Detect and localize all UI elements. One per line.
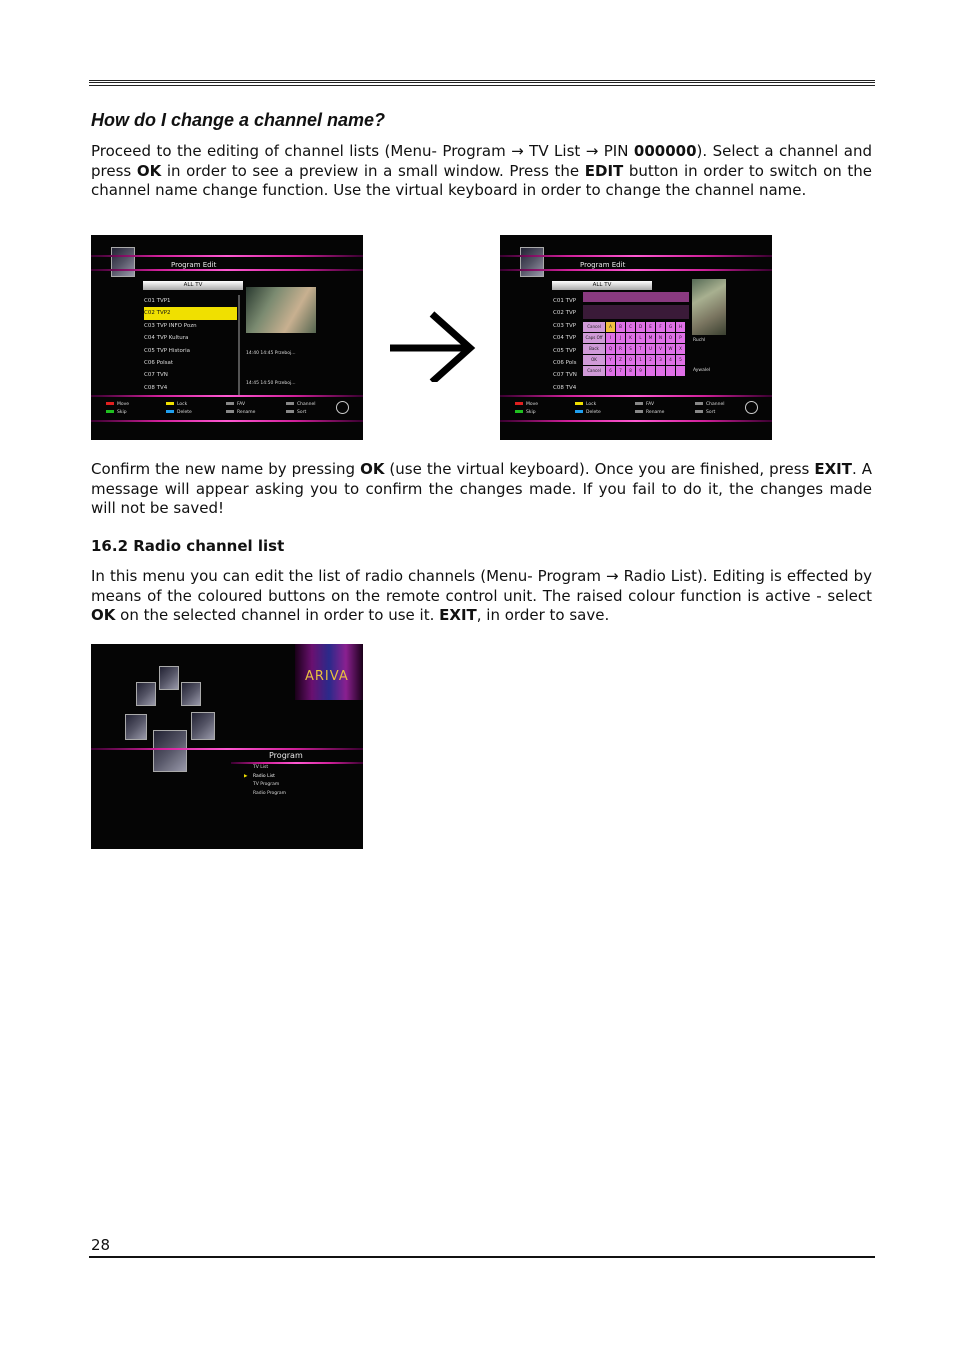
menu-item-selected[interactable]: ▶ Radio List bbox=[253, 773, 286, 782]
keyboard-key[interactable]: 4 bbox=[666, 355, 675, 365]
keyboard-key[interactable]: I bbox=[606, 333, 615, 343]
main-menu-screenshot bbox=[91, 644, 363, 849]
tv-monitor-icon bbox=[111, 247, 135, 277]
keyboard-key[interactable]: 1 bbox=[636, 355, 645, 365]
keyboard-key[interactable]: Cancel bbox=[583, 366, 605, 376]
fav-key-icon bbox=[635, 402, 643, 405]
keyboard-key[interactable]: 7 bbox=[616, 366, 625, 376]
keyboard-key[interactable]: O bbox=[666, 333, 675, 343]
list-item: C03 TVP INFO Pozn bbox=[144, 322, 197, 329]
keyboard-key bbox=[686, 344, 695, 354]
epg-info bbox=[246, 339, 356, 399]
list-item: C04 TVP bbox=[553, 335, 577, 342]
media-icon bbox=[136, 682, 156, 706]
keyboard-key[interactable]: G bbox=[666, 322, 675, 332]
name-input-field[interactable] bbox=[583, 292, 689, 302]
installation-icon bbox=[125, 714, 147, 740]
blue-key-icon bbox=[575, 410, 583, 413]
list-item: C01 TVP bbox=[553, 298, 577, 304]
preview-window bbox=[246, 287, 316, 333]
accent-bar bbox=[91, 420, 363, 422]
keyboard-key[interactable]: W bbox=[666, 344, 675, 354]
screen-title: Program Edit bbox=[171, 261, 217, 269]
preview-window bbox=[692, 279, 726, 335]
list-item: C02 TVP bbox=[553, 310, 577, 317]
accent-bar bbox=[91, 269, 363, 271]
legend-item: Channel bbox=[695, 402, 755, 407]
menu-item[interactable]: Radio Program bbox=[253, 790, 287, 796]
faq-title: How do I change a channel name? bbox=[91, 110, 386, 130]
legend-item: Rename bbox=[226, 410, 286, 415]
keyboard-key[interactable]: E bbox=[646, 322, 655, 332]
tv-monitor-icon bbox=[153, 730, 187, 772]
menu-list bbox=[244, 764, 287, 798]
rename-key-icon bbox=[635, 410, 643, 413]
keyboard-key[interactable]: Z bbox=[616, 355, 625, 365]
keyboard-key[interactable]: S bbox=[626, 344, 635, 354]
accent-bar bbox=[500, 255, 772, 257]
screen-title: Program Edit bbox=[580, 261, 626, 269]
red-key-icon bbox=[515, 402, 523, 405]
faq-paragraph-1: Proceed to the editing of channel lists (Menu- Program → TV List → PIN 000000). Select a channel and press OK in order to see a preview in a small window. Press the EDIT button in order to switch on the channel name change function. Use the virtual keyboard in order to change the channel name. bbox=[91, 142, 872, 199]
keyboard-key[interactable]: OK bbox=[583, 355, 605, 365]
keyboard-key[interactable]: X bbox=[676, 344, 685, 354]
legend-item: Sort bbox=[695, 410, 755, 415]
keyboard-key[interactable]: C bbox=[626, 322, 635, 332]
legend-item: Skip bbox=[106, 410, 166, 415]
globe-icon bbox=[191, 712, 215, 740]
accent-bar bbox=[500, 395, 772, 397]
legend-item: Sort bbox=[286, 410, 346, 415]
epg-line: 14:40 14:45 Przeboj... bbox=[246, 351, 296, 356]
keyboard-key[interactable]: P bbox=[676, 333, 685, 343]
brand-logo: ARIVA bbox=[305, 669, 349, 684]
keyboard-key[interactable]: Back bbox=[583, 344, 605, 354]
color-button-legend bbox=[515, 402, 755, 415]
keyboard-key[interactable]: Caps Off bbox=[583, 333, 605, 343]
header-rule bbox=[89, 80, 875, 83]
page-number: 28 bbox=[91, 1236, 111, 1254]
scrollbar bbox=[238, 295, 240, 395]
legend-item: Delete bbox=[575, 410, 635, 415]
legend-item: Move bbox=[515, 402, 575, 407]
menu-item[interactable]: TV Program bbox=[253, 782, 280, 787]
settings-icon bbox=[181, 682, 201, 706]
selection-pointer-icon: ▶ bbox=[244, 773, 248, 779]
side-label: Ruchl bbox=[693, 338, 706, 343]
legend-item: Lock bbox=[166, 402, 226, 407]
blue-key-icon bbox=[166, 410, 174, 413]
virtual-keyboard bbox=[583, 322, 695, 376]
keyboard-key[interactable] bbox=[646, 366, 655, 376]
keyboard-key[interactable]: 2 bbox=[646, 355, 655, 365]
legend-item: FAV bbox=[635, 402, 695, 407]
list-item: C06 Polsat bbox=[144, 360, 173, 367]
legend-item: Skip bbox=[515, 410, 575, 415]
list-item: C06 Pols bbox=[553, 360, 577, 367]
keyboard-key[interactable]: F bbox=[656, 322, 665, 332]
arrow-right-icon bbox=[388, 310, 478, 382]
list-header: ALL TV bbox=[552, 281, 652, 290]
green-key-icon bbox=[515, 410, 523, 413]
keyboard-key-selected[interactable]: A bbox=[606, 322, 615, 332]
list-header: ALL TV bbox=[143, 281, 243, 290]
section-paragraph: In this menu you can edit the list of radio channels (Menu- Program → Radio List). Editing is effected by means of the coloured buttons on the remote control unit. The raised colour function is active - select OK on the selected channel in order to use it. EXIT, in order to save. bbox=[91, 567, 872, 624]
keyboard-key[interactable]: L bbox=[636, 333, 645, 343]
program-edit-screenshot bbox=[91, 235, 363, 440]
green-key-icon bbox=[106, 410, 114, 413]
section-heading: 16.2 Radio channel list bbox=[91, 537, 285, 555]
sort-key-icon bbox=[695, 410, 703, 413]
keyboard-key[interactable]: V bbox=[656, 344, 665, 354]
list-item: C05 TVP Historia bbox=[144, 347, 190, 354]
keyboard-key[interactable]: 5 bbox=[676, 355, 685, 365]
keyboard-key[interactable] bbox=[656, 366, 665, 376]
list-item: C05 TVP bbox=[553, 347, 577, 354]
keyboard-key[interactable]: J bbox=[616, 333, 625, 343]
list-item-selected: C02 TVP2 bbox=[144, 307, 237, 319]
menu-item[interactable]: TV List bbox=[253, 765, 269, 770]
keyboard-key[interactable]: H bbox=[676, 322, 685, 332]
keyboard-key[interactable]: 0 bbox=[626, 355, 635, 365]
keyboard-key[interactable]: Cancel bbox=[583, 322, 605, 332]
list-item: C07 TVN bbox=[144, 372, 168, 379]
keyboard-key[interactable]: N bbox=[656, 333, 665, 343]
sort-key-icon bbox=[286, 410, 294, 413]
keyboard-key[interactable] bbox=[676, 366, 685, 376]
keyboard-key[interactable]: 3 bbox=[656, 355, 665, 365]
keyboard-key[interactable]: K bbox=[626, 333, 635, 343]
legend-item: FAV bbox=[226, 402, 286, 407]
list-item: C03 TVP bbox=[553, 322, 577, 329]
keyboard-key[interactable] bbox=[666, 366, 675, 376]
red-key-icon bbox=[106, 402, 114, 405]
rename-key-icon bbox=[226, 410, 234, 413]
name-preview-field bbox=[583, 305, 689, 319]
accent-bar bbox=[91, 255, 363, 257]
channel-list bbox=[553, 295, 583, 394]
epg-line: 14:45 14:50 Przeboj... bbox=[246, 381, 296, 386]
keyboard-key[interactable]: Q bbox=[606, 344, 615, 354]
accent-bar bbox=[91, 395, 363, 397]
keyboard-key[interactable]: B bbox=[616, 322, 625, 332]
yellow-key-icon bbox=[166, 402, 174, 405]
keyboard-key[interactable]: Y bbox=[606, 355, 615, 365]
footer-rule bbox=[89, 1256, 875, 1258]
list-item: C01 TVP1 bbox=[144, 298, 171, 304]
legend-item: Lock bbox=[575, 402, 635, 407]
satellite-icon bbox=[159, 666, 179, 690]
accent-bar bbox=[231, 762, 363, 764]
keyboard-key[interactable]: 6 bbox=[606, 366, 615, 376]
faq-paragraph-2: Confirm the new name by pressing OK (use the virtual keyboard). Once you are finished, press EXIT. A message will appear asking you to confirm the changes made. If you fail to do it, the changes made will not be saved! bbox=[91, 460, 872, 517]
list-item: C08 TV4 bbox=[553, 384, 577, 391]
accent-bar bbox=[500, 269, 772, 271]
channel-key-icon bbox=[695, 402, 703, 405]
legend-item: Channel bbox=[286, 402, 346, 407]
accent-bar bbox=[500, 420, 772, 422]
list-item: C08 TV4 bbox=[144, 384, 168, 391]
legend-item: Rename bbox=[635, 410, 695, 415]
color-button-legend bbox=[106, 402, 346, 415]
channel-key-icon bbox=[286, 402, 294, 405]
list-item: C04 TVP Kultura bbox=[144, 335, 189, 342]
navigation-ring-icon bbox=[745, 401, 758, 414]
keyboard-key[interactable]: 9 bbox=[636, 366, 645, 376]
legend-item: Delete bbox=[166, 410, 226, 415]
navigation-ring-icon bbox=[336, 401, 349, 414]
legend-item: Move bbox=[106, 402, 166, 407]
rename-keyboard-screenshot bbox=[500, 235, 772, 440]
keyboard-key[interactable]: U bbox=[646, 344, 655, 354]
keyboard-key[interactable]: T bbox=[636, 344, 645, 354]
keyboard-key[interactable]: 8 bbox=[626, 366, 635, 376]
tv-monitor-icon bbox=[520, 247, 544, 277]
keyboard-key[interactable]: M bbox=[646, 333, 655, 343]
channel-list bbox=[144, 295, 237, 394]
side-label: Aywalel bbox=[693, 368, 711, 373]
yellow-key-icon bbox=[575, 402, 583, 405]
keyboard-key[interactable]: D bbox=[636, 322, 645, 332]
keyboard-key[interactable]: R bbox=[616, 344, 625, 354]
menu-title: Program bbox=[269, 751, 303, 760]
keyboard-key bbox=[686, 355, 695, 365]
fav-key-icon bbox=[226, 402, 234, 405]
accent-bar bbox=[91, 748, 363, 750]
list-item: C07 TVN bbox=[553, 372, 577, 379]
